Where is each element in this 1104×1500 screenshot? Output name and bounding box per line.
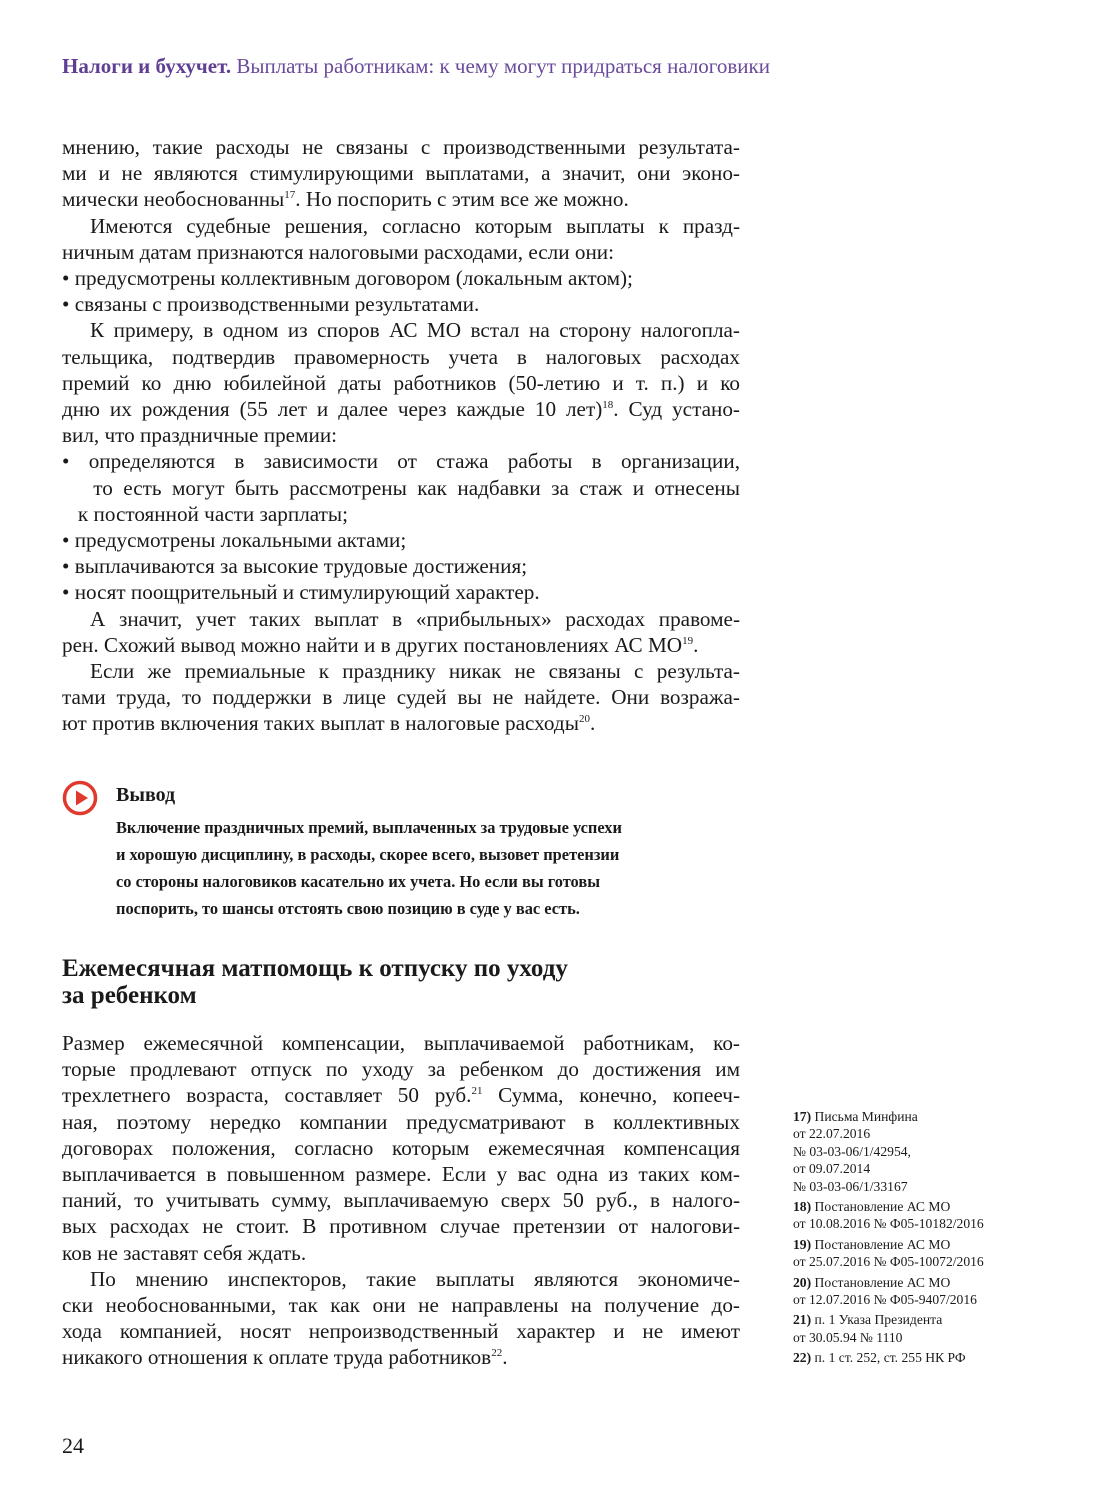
text-line: По мнению инспекторов, такие выплаты являются экономиче- <box>90 1266 740 1291</box>
text-line: Размер ежемесячной компенсации, выплачиваемой работникам, ко- <box>62 1031 740 1055</box>
text-line: выплачивается в повышенном размере. Если у вас одна из таких ком- <box>62 1162 740 1187</box>
text-line: то есть могут быть рассмотрены как надбавки за стаж и отнесены <box>62 475 740 500</box>
text-line: ми и не являются стимулирующими выплатами, а значит, они эконо- <box>62 161 740 186</box>
body-text-top <box>62 134 740 737</box>
text-line: ничным датам признаются налоговыми расходами, если они: <box>62 239 615 264</box>
bullet-line: • связаны с производственными результатами. <box>62 292 480 317</box>
footnote-line: 21) п. 1 Указа Президента <box>793 1312 943 1328</box>
footnote-ref[interactable]: 18 <box>602 398 614 411</box>
header-section: Налоги и бухучет. <box>62 54 232 78</box>
text-line: тельщика, подтвердив правомерность учета в налоговых расходах <box>62 344 740 369</box>
text-line: тами труда, то поддержки в лице судей вы не найдете. Они возража- <box>62 685 740 710</box>
text-line: премий ко дню юбилейной даты работников (50-летию и т. п.) и ко <box>62 370 740 395</box>
footnote-ref[interactable]: 22 <box>491 1347 503 1360</box>
text-line: ков не заставят себя ждать. <box>62 1240 307 1265</box>
footnote-line: 19) Постановление АС МО <box>793 1236 951 1252</box>
header-title: Выплаты работникам: к чему могут придраться налоговики <box>236 54 770 78</box>
footnote-line: от 10.08.2016 № Ф05-10182/2016 <box>793 1216 984 1232</box>
running-header <box>62 54 770 79</box>
body-text-bottom <box>62 1030 740 1371</box>
footnote-item <box>793 1198 1033 1233</box>
text-line: паний, то учитывать сумму, выплачиваемую сверх 50 руб., в налого- <box>62 1188 740 1213</box>
text-line: договорах положения, согласно которым ежемесячная компенсация <box>62 1135 740 1160</box>
text-line: Если же премиальные к празднику никак не связаны с результа- <box>90 659 740 684</box>
bullet-line: • предусмотрены коллективным договором (локальным актом); <box>62 266 633 291</box>
text-line: вых расходах не стоит. В противном случае претензии от налогови- <box>62 1214 740 1239</box>
text-line: Имеются судебные решения, согласно которым выплаты к празд- <box>90 213 740 238</box>
conclusion-line: поспорить, то шансы отстоять свою позицию в суде у вас есть. <box>116 899 580 918</box>
text-line: А значит, учет таких выплат в «прибыльных» расходах правоме- <box>90 606 740 631</box>
text-line: к постоянной части зарплаты; <box>62 501 349 526</box>
bullet-line: • предусмотрены локальными актами; <box>62 528 407 553</box>
conclusion-line: и хорошую дисциплину, в расходы, скорее всего, вызовет претензии <box>116 845 620 864</box>
text-line: торые продлевают отпуск по уходу за ребенком до достижения им <box>62 1057 740 1082</box>
conclusion-line: со стороны налоговиков касательно их учета. Но если вы готовы <box>116 872 600 891</box>
text-line: ют против включения таких выплат в налоговые расходы$^{20}$. <box>62 711 596 736</box>
text-line: ная, поэтому нередко компании предусматривают в коллективных <box>62 1109 740 1134</box>
conclusion-line: Включение праздничных премий, выплаченных за трудовые успехи <box>116 818 622 837</box>
page-number: 24 <box>62 1433 84 1458</box>
footnote-line: от 25.07.2016 № Ф05-10072/2016 <box>793 1254 984 1270</box>
text-line: мнению, такие расходы не связаны с производственными результата- <box>62 135 740 159</box>
bullet-line: • выплачиваются за высокие трудовые достижения; <box>62 554 528 579</box>
footnote-item <box>793 1236 1033 1271</box>
footnote-line: от 09.07.2014 <box>793 1161 871 1177</box>
text-line: ски необоснованными, так как они не направлены на получение до- <box>62 1293 740 1318</box>
footnote-line: 18) Постановление АС МО <box>793 1199 951 1215</box>
heading-line: за ребенком <box>62 982 197 1009</box>
footnote-item <box>793 1108 1033 1195</box>
conclusion-text <box>116 814 756 922</box>
footnote-ref[interactable]: 17 <box>284 189 296 202</box>
footnote-ref[interactable]: 21 <box>471 1085 483 1098</box>
section-heading <box>62 955 568 1009</box>
text-line: трехлетнего возраста, составляет 50 руб.$^{21}$ Сумма, конечно, копееч- <box>62 1083 741 1108</box>
footnote-ref[interactable]: 19 <box>682 634 694 647</box>
footnote-line: № 03-03-06/1/33167 <box>793 1178 908 1194</box>
footnote-line: 22) п. 1 ст. 252, ст. 255 НК РФ <box>793 1350 966 1366</box>
footnote-item <box>793 1274 1033 1309</box>
footnote-item <box>793 1349 1033 1366</box>
footnote-line: от 22.07.2016 <box>793 1126 871 1142</box>
text-line: дню их рождения (55 лет и далее через каждые 10 лет)$^{18}$. Суд устано- <box>62 397 740 422</box>
footnote-line: № 03-03-06/1/42954, <box>793 1143 911 1159</box>
footnote-number: 20) <box>793 1274 815 1290</box>
footnote-number: 18) <box>793 1199 815 1215</box>
text-line: никакого отношения к оплате труда работников$^{22}$. <box>62 1345 508 1370</box>
text-line: К примеру, в одном из споров АС МО встал на сторону налогопла- <box>90 318 740 343</box>
footnotes <box>793 1108 1033 1370</box>
conclusion-title: Вывод <box>116 784 176 806</box>
footnote-line: 20) Постановление АС МО <box>793 1274 951 1290</box>
footnote-line: от 30.05.94 № 1110 <box>793 1329 903 1345</box>
footnote-number: 17) <box>793 1109 815 1124</box>
play-circle-icon <box>62 780 98 816</box>
heading-line: Ежемесячная матпомощь к отпуску по уходу <box>62 955 568 982</box>
bullet-line: • носят поощрительный и стимулирующий характер. <box>62 580 540 605</box>
text-line: рен. Схожий вывод можно найти и в других постановлениях АС МО$^{19}$. <box>62 632 699 657</box>
text-line: хода компанией, носят непроизводственный характер и не имеют <box>62 1319 740 1344</box>
bullet-line: • определяются в зависимости от стажа работы в организации, <box>62 449 740 474</box>
text-line: вил, что праздничные премии: <box>62 423 338 448</box>
text-line: мически необоснованны$^{17}$. Но поспорить с этим все же можно. <box>62 187 629 212</box>
footnote-number: 21) <box>793 1312 815 1328</box>
footnote-ref[interactable]: 20 <box>578 713 590 726</box>
footnote-number: 22) <box>793 1350 815 1366</box>
footnote-item <box>793 1311 1033 1346</box>
footnote-line: от 12.07.2016 № Ф05-9407/2016 <box>793 1292 977 1308</box>
footnote-number: 19) <box>793 1236 815 1252</box>
footnote-line: 17) Письма Минфина <box>793 1109 918 1124</box>
